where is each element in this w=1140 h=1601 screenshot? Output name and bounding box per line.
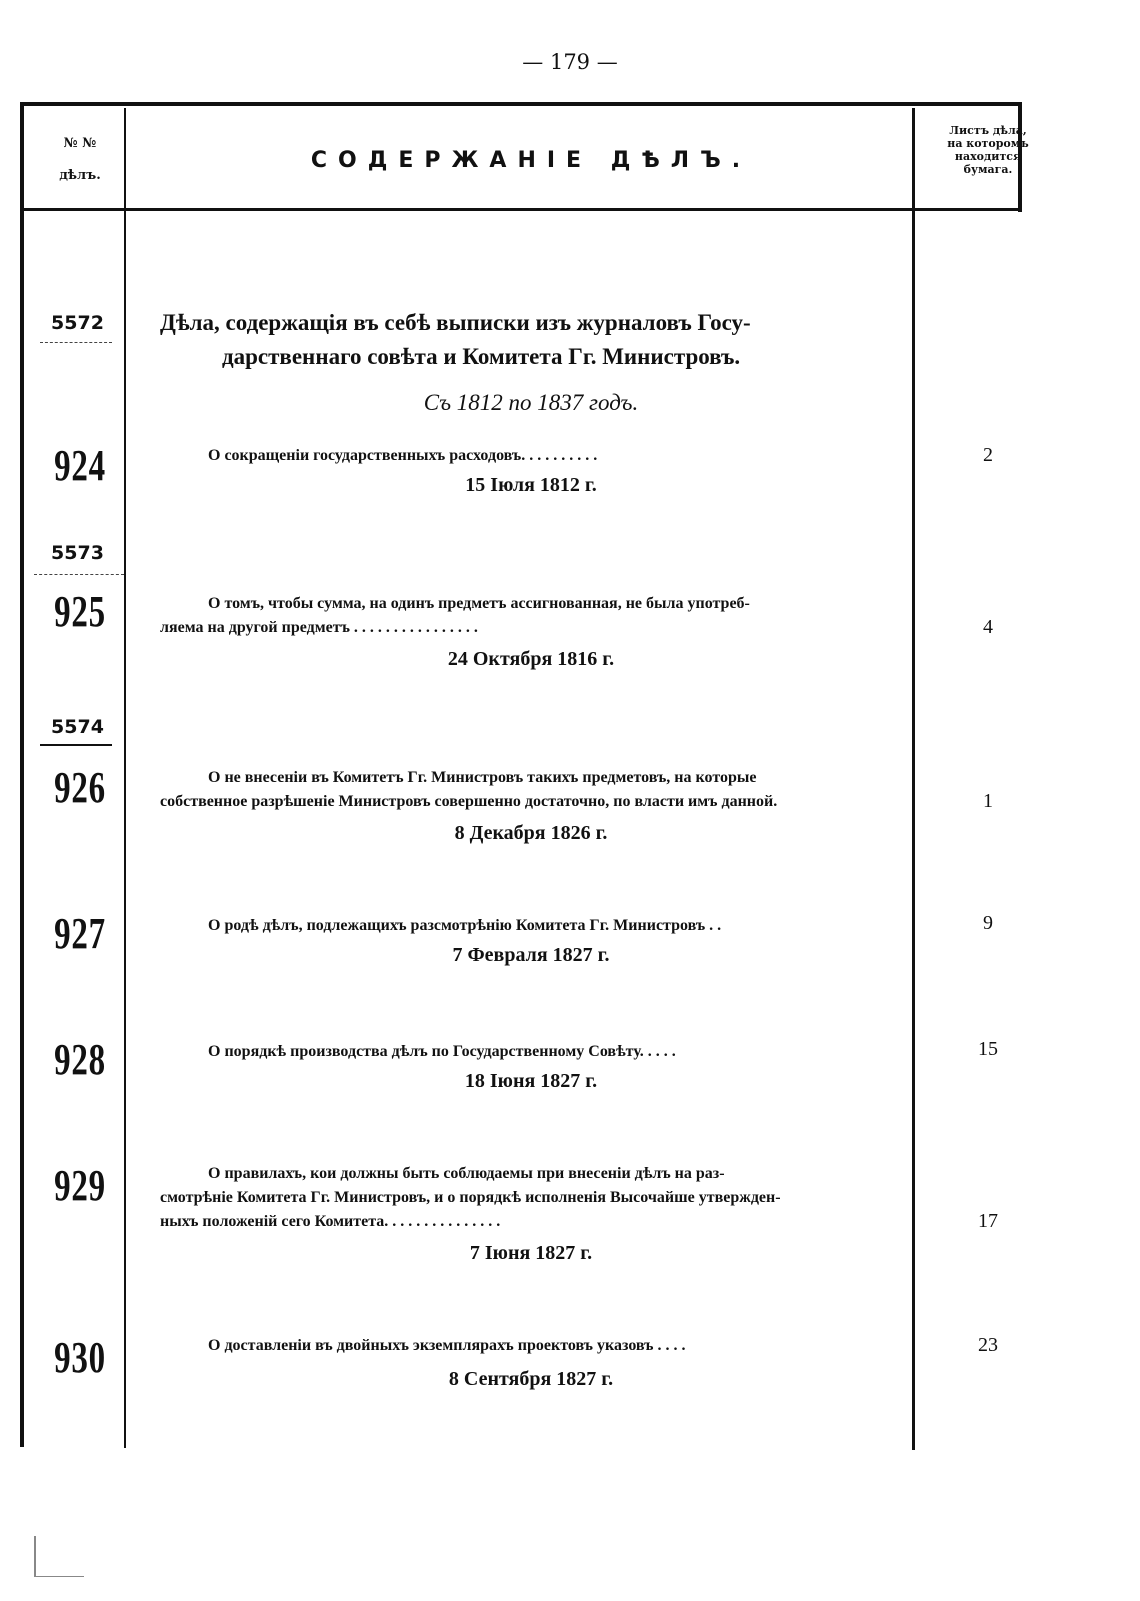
header-sheet-label: Листъ дѣла, на которомъ находится бумага. [947, 124, 1029, 176]
header-case-number-label: № № дѣлъ. [59, 136, 101, 183]
entry-text: О порядкѣ производства дѣлъ по Государственному Совѣту. . . . . [208, 1043, 676, 1060]
archive-number: 5573 [51, 542, 104, 564]
archive-number-rule [40, 744, 112, 746]
entry-text: О правилахъ, кои должны быть соблюдаемы при внесеніи дѣлъ на раз- смотрѣніе Комитета Гг. Министровъ, и о порядкѣ исполненія Высочайше утвержден- ныхъ положеній сего Комитета. . . . . . . . . . . . . . . [160, 1165, 781, 1230]
corner-mark [34, 1536, 36, 1576]
sheet-number: 2 [983, 444, 993, 466]
page-number: — 179 — [522, 50, 618, 74]
section-archive-number: 5572 [51, 312, 104, 334]
sheet-number: 4 [983, 616, 993, 638]
corner-mark-base [34, 1576, 84, 1577]
archive-number: 5574 [51, 716, 104, 738]
header-bottom-border [24, 208, 1022, 211]
entry-date: 8 Сентября 1827 г. [448, 1368, 614, 1390]
case-number: 924 [54, 441, 106, 490]
case-number: 926 [54, 763, 106, 812]
table-left-border [20, 102, 24, 1447]
case-number: 925 [54, 587, 106, 636]
sheet-number: 17 [978, 1210, 998, 1232]
header-title: СОДЕРЖАНІЕ ДѢЛЪ. [310, 148, 752, 173]
entry-text: О томъ, чтобы сумма, на одинъ предметъ ассигнованная, не была употреб- ляема на другой предметъ . . . . . . . . . . . . . . . . [160, 595, 750, 636]
section-archive-rule [40, 342, 112, 343]
table-top-border [20, 102, 1022, 106]
case-number: 927 [54, 909, 106, 958]
entry-date: 18 Іюня 1827 г. [464, 1070, 598, 1092]
sheet-number: 1 [983, 790, 993, 812]
case-number: 928 [54, 1035, 106, 1084]
entry-date: 7 Іюня 1827 г. [469, 1242, 593, 1264]
entry-text: О не внесеніи въ Комитетъ Гг. Министровъ такихъ предметовъ, на которые собственное разрѣшеніе Министровъ совершенно достаточно, по власти имъ данной. [160, 769, 778, 810]
section-title: Дѣла, содержащія въ себѣ выписки изъ журналовъ Госу- дарственнаго совѣта и Комитета Гг. Министровъ. [160, 310, 751, 369]
entry-text: О доставленіи въ двойныхъ экземплярахъ проектовъ указовъ . . . . [208, 1337, 686, 1354]
case-number: 930 [54, 1333, 106, 1382]
entry-date: 24 Октября 1816 г. [447, 648, 615, 670]
archive-number-rule [34, 574, 124, 575]
entry-text: О родѣ дѣлъ, подлежащихъ разсмотрѣнію Комитета Гг. Министровъ . . [208, 917, 722, 934]
sheet-number: 15 [978, 1038, 998, 1060]
sheet-number: 23 [978, 1334, 998, 1356]
case-number: 929 [54, 1161, 106, 1210]
entry-date: 7 Февраля 1827 г. [452, 944, 610, 966]
section-period: Съ 1812 по 1837 годъ. [423, 390, 639, 415]
entry-date: 8 Декабря 1826 г. [454, 822, 608, 844]
column-divider-left [124, 108, 126, 1448]
entry-text: О сокращеніи государственныхъ расходовъ. . . . . . . . . . [208, 447, 598, 464]
entry-date: 15 Іюля 1812 г. [465, 474, 597, 496]
sheet-number: 9 [983, 912, 993, 934]
